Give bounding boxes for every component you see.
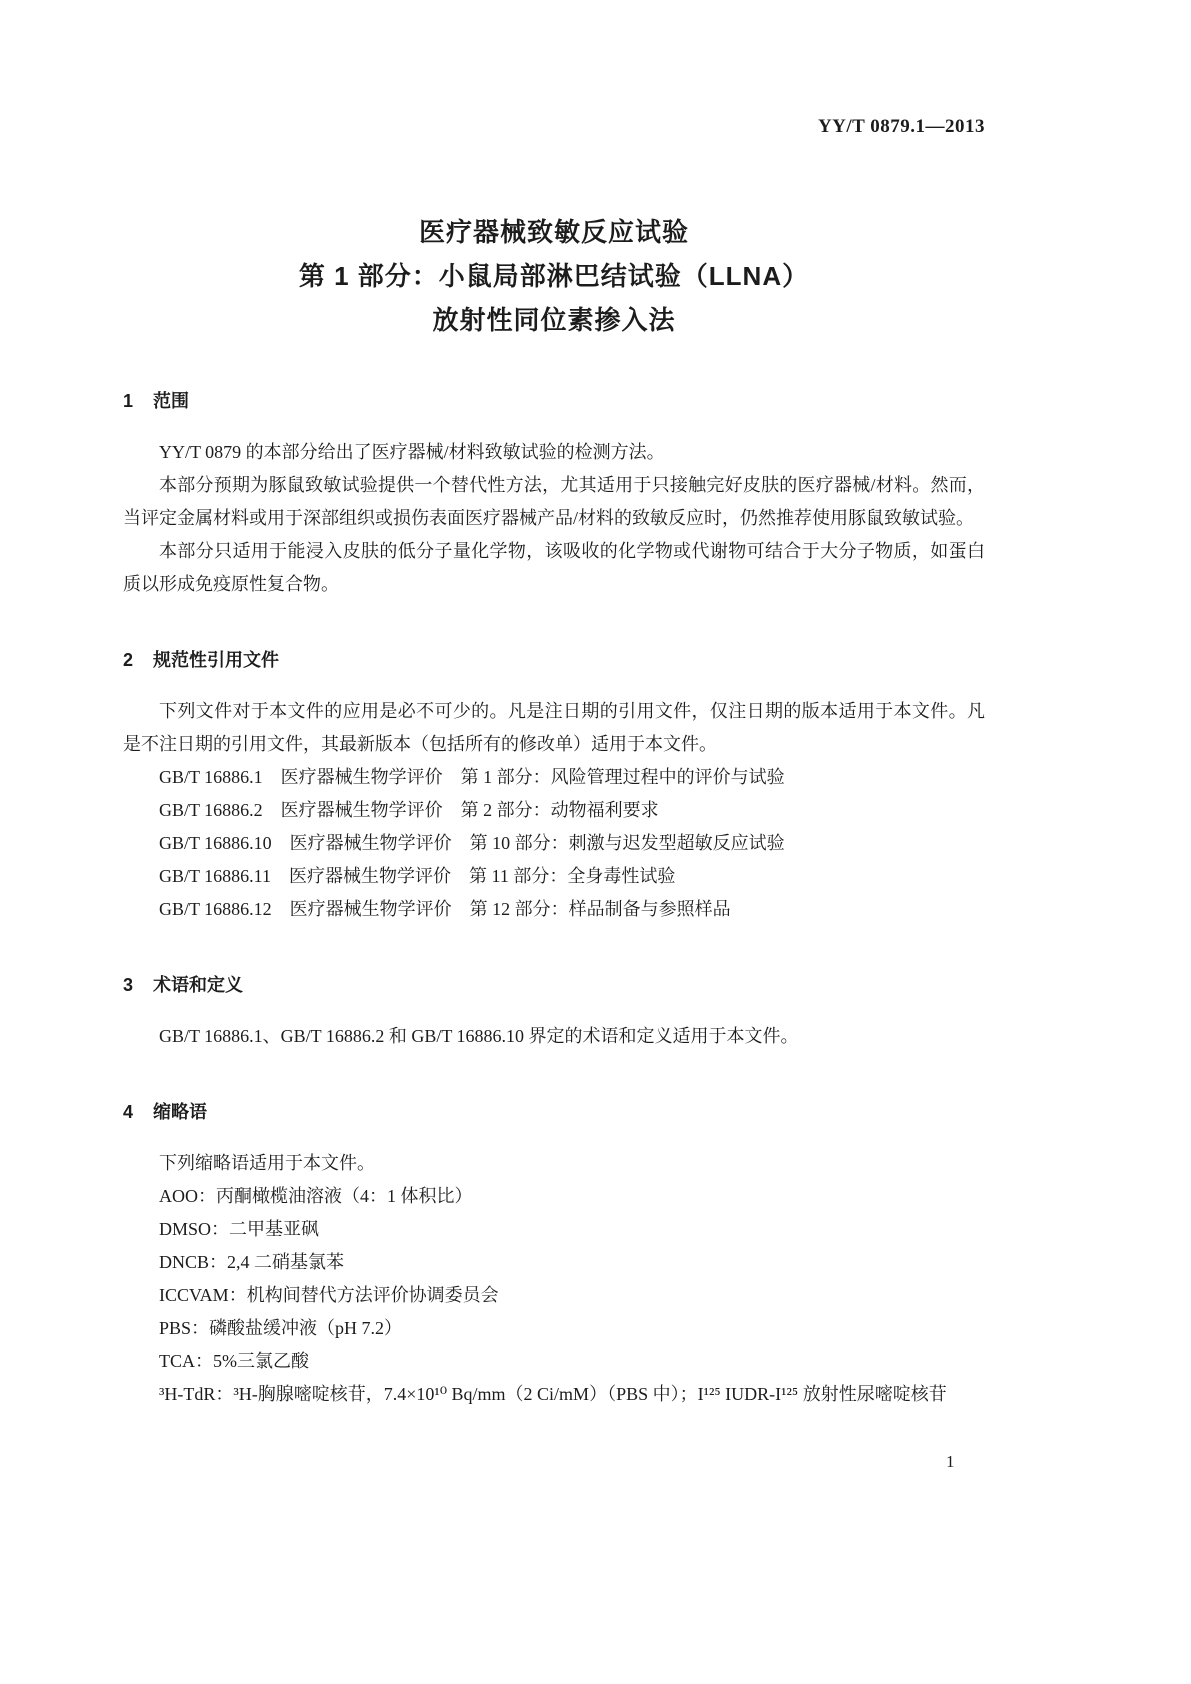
reference-item: GB/T 16886.11 医疗器械生物学评价 第 11 部分：全身毒性试验	[159, 866, 676, 886]
abbreviation-item: DMSO：二甲基亚砜	[159, 1219, 320, 1239]
reference-item: GB/T 16886.1 医疗器械生物学评价 第 1 部分：风险管理过程中的评价与试验	[159, 767, 785, 787]
section-number: 3	[123, 975, 134, 995]
document-title	[123, 210, 985, 342]
title-line-1: 医疗器械致敏反应试验	[418, 217, 689, 247]
section-heading	[123, 972, 985, 998]
reference-item: GB/T 16886.12 医疗器械生物学评价 第 12 部分：样品制备与参照样品	[159, 899, 731, 919]
section-heading	[123, 647, 985, 673]
abbreviation-item: ICCVAM：机构间替代方法评价协调委员会	[159, 1285, 499, 1305]
section-heading	[123, 388, 985, 414]
section-body	[123, 695, 985, 926]
section-body	[123, 1147, 985, 1411]
title-line-2: 第 1 部分：小鼠局部淋巴结试验（LLNA）	[298, 261, 810, 291]
paragraph: 本部分预期为豚鼠致敏试验提供一个替代性方法，尤其适用于只接触完好皮肤的医疗器械/材料。然而，当评定金属材料或用于深部组织或损伤表面医疗器械产品/材料的致敏反应时，仍然推荐使用豚鼠致敏试验。	[123, 475, 985, 528]
abbreviation-item: DNCB：2,4 二硝基氯苯	[159, 1252, 345, 1272]
section-heading	[123, 1099, 985, 1125]
paragraph: YY/T 0879 的本部分给出了医疗器械/材料致敏试验的检测方法。	[159, 442, 665, 462]
reference-list	[123, 761, 985, 926]
section-body	[123, 436, 985, 601]
standard-code: YY/T 0879.1—2013	[817, 116, 985, 137]
abbreviation-list	[123, 1180, 985, 1411]
paragraph: 下列缩略语适用于本文件。	[159, 1153, 375, 1173]
section-number: 2	[123, 650, 134, 670]
paragraph: 下列文件对于本文件的应用是必不可少的。凡是注日期的引用文件，仅注日期的版本适用于本文件。凡是不注日期的引用文件，其最新版本（包括所有的修改单）适用于本文件。	[123, 701, 985, 754]
reference-item: GB/T 16886.10 医疗器械生物学评价 第 10 部分：刺激与迟发型超敏反应试验	[159, 833, 785, 853]
abbreviation-item: TCA：5%三氯乙酸	[159, 1351, 309, 1371]
section-number: 1	[123, 391, 134, 411]
abbreviation-item: ³H-TdR：³H-胸腺嘧啶核苷，7.4×10¹⁰ Bq/mm（2 Ci/mM）（PBS 中）；I¹²⁵ IUDR-I¹²⁵ 放射性尿嘧啶核苷	[159, 1384, 947, 1404]
section-terms-definitions	[123, 972, 985, 1053]
abbreviation-item: PBS：磷酸盐缓冲液（pH 7.2）	[159, 1318, 403, 1338]
paragraph: GB/T 16886.1、GB/T 16886.2 和 GB/T 16886.10 界定的术语和定义适用于本文件。	[159, 1026, 799, 1046]
section-heading-label: 术语和定义	[153, 975, 243, 995]
section-number: 4	[123, 1102, 134, 1122]
title-line-3: 放射性同位素掺入法	[432, 305, 676, 335]
section-heading-label: 范围	[153, 391, 189, 411]
section-normative-references	[123, 647, 985, 926]
section-abbreviations	[123, 1099, 985, 1411]
page-number: 1	[946, 1452, 955, 1471]
section-scope	[123, 388, 985, 601]
section-body	[123, 1020, 985, 1053]
abbreviation-item: AOO：丙酮橄榄油溶液（4：1 体积比）	[159, 1186, 473, 1206]
section-heading-label: 缩略语	[153, 1102, 207, 1122]
paragraph: 本部分只适用于能浸入皮肤的低分子量化学物，该吸收的化学物或代谢物可结合于大分子物质，如蛋白质以形成免疫原性复合物。	[123, 541, 985, 594]
section-heading-label: 规范性引用文件	[153, 650, 279, 670]
reference-item: GB/T 16886.2 医疗器械生物学评价 第 2 部分：动物福利要求	[159, 800, 659, 820]
